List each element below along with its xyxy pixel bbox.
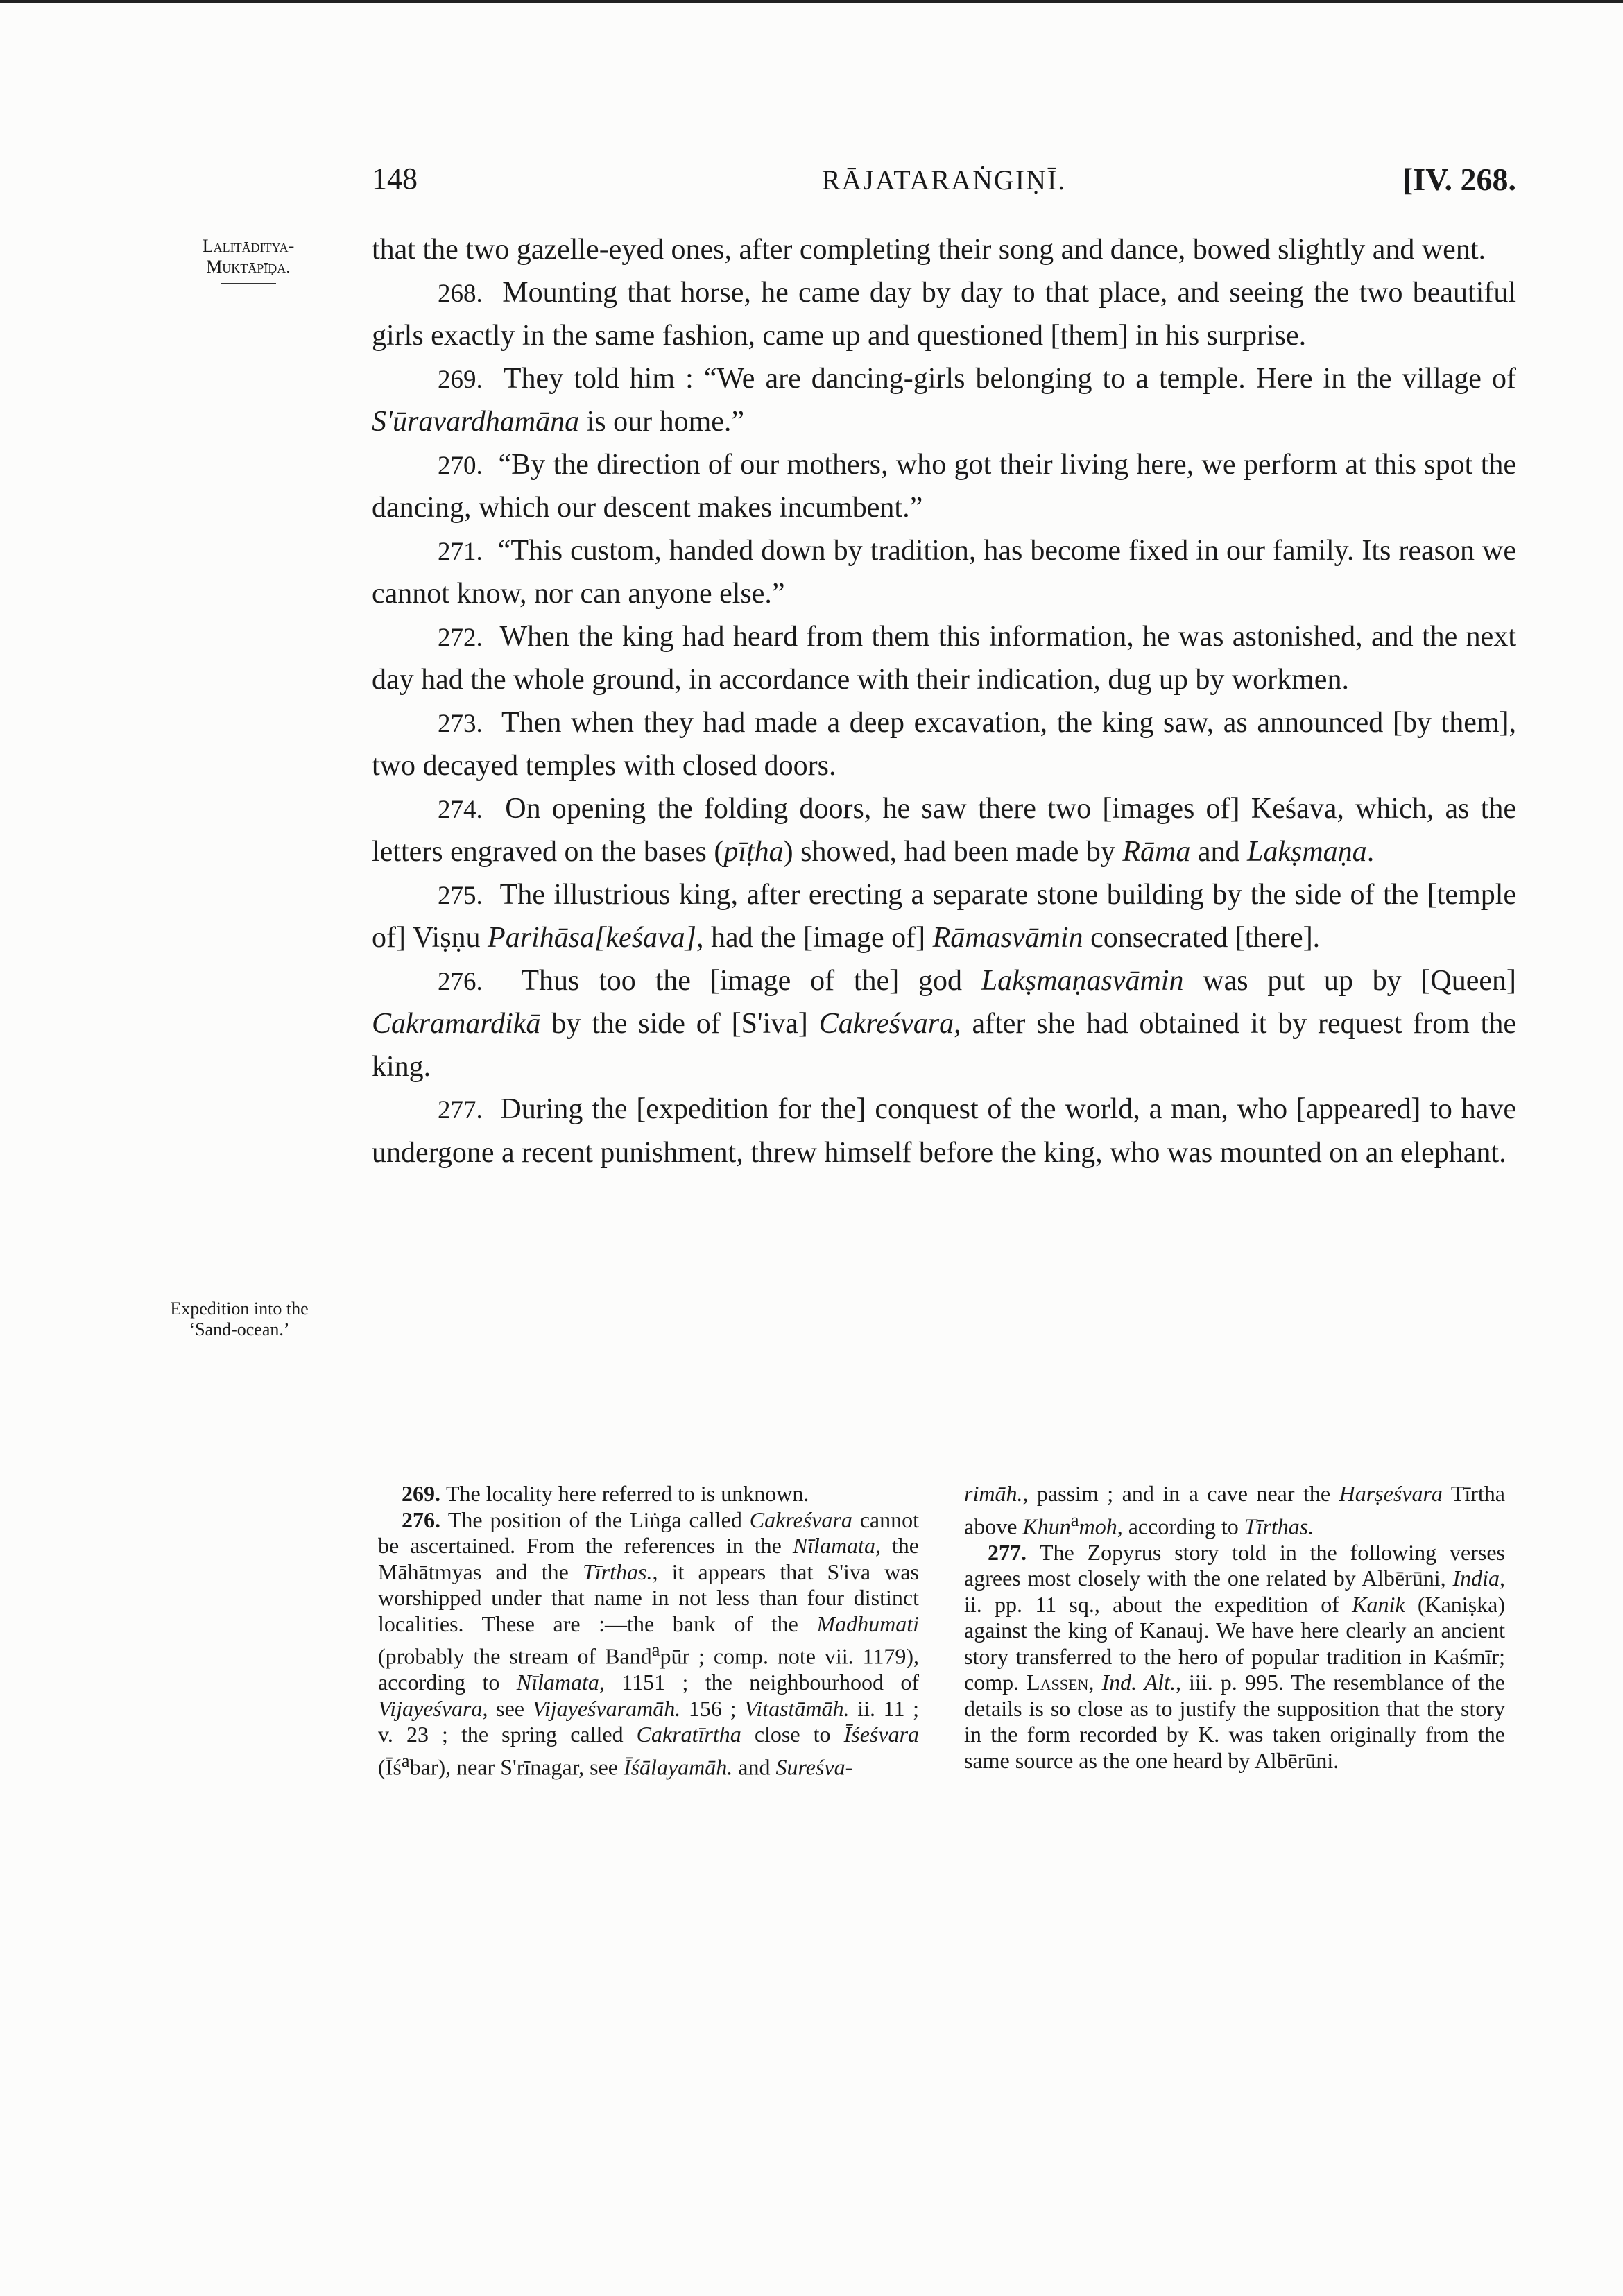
footnote-text: ii. 11 ; v. 23 ; the spring called bbox=[378, 1695, 920, 1747]
footnote-small-caps: Lassen bbox=[1027, 1670, 1089, 1695]
verse-text: During the [expedition for the] conquest of the world, a man, who [appeared] to have undergone a recent punishment, threw himself before the king, who was mounted on an elephant. bbox=[372, 1093, 1517, 1169]
footnote-italic: Kanik bbox=[1352, 1591, 1405, 1617]
footnote-italic: Cakreśvara bbox=[749, 1507, 852, 1532]
verse-text: , had the [image of] bbox=[696, 922, 933, 954]
margin-note-line: Muktāpīḍa. bbox=[206, 257, 291, 277]
footnote-text: , ii. pp. 11 sq., about the expedition of bbox=[964, 1566, 1505, 1617]
footnote-italic: Īśeśvara bbox=[843, 1722, 920, 1747]
footnote-superscript: a bbox=[401, 1749, 410, 1771]
verse-number: 275. bbox=[438, 881, 483, 910]
verse-274 bbox=[372, 788, 1516, 874]
verse-number: 271. bbox=[438, 537, 483, 566]
footnote-italic: moh bbox=[1079, 1514, 1117, 1539]
verse-text: They told him : “We are dancing-girls belonging to a temple. Here in the village of bbox=[503, 362, 1516, 395]
footnote-text: , iii. p. 995. The resemblance of the details is so close as to justify the supposition that the story in the form recorded by K. was taken originally from the same source as the one heard by Albērūni. bbox=[964, 1670, 1506, 1773]
verse-number: 277. bbox=[438, 1096, 483, 1124]
footnote-text: The locality here referred to is unknown. bbox=[446, 1481, 809, 1506]
verse-number: 273. bbox=[438, 709, 483, 738]
footnotes-right-column bbox=[964, 1481, 1505, 1774]
footnote-276-continued bbox=[964, 1481, 1505, 1540]
verse-text: On opening the folding doors, he saw there two [images of] Keśava, which, as the letters engraved on the bases ( bbox=[372, 792, 1517, 868]
footnote-text: The Zopyrus story told in the following verses agrees most closely with the one related by Albērūni, bbox=[964, 1539, 1506, 1591]
verse-italic: pīṭha bbox=[723, 836, 784, 868]
section-reference: [IV. 268. bbox=[1402, 162, 1516, 197]
verse-italic: Parihāsa[keśava] bbox=[488, 922, 697, 954]
footnote-text: 1151 ; the neighbourhood of bbox=[604, 1670, 919, 1695]
running-title: RĀJATARAṄGIṆĪ. bbox=[821, 164, 1067, 196]
verse-text: is our home.” bbox=[579, 406, 745, 438]
footnote-italic: India bbox=[1452, 1566, 1500, 1591]
footnote-text: 156 ; bbox=[680, 1695, 745, 1721]
verse-text: consecrated [there]. bbox=[1083, 922, 1321, 954]
verse-number: 274. bbox=[438, 795, 483, 824]
verse-text: Mounting that horse, he came day by day to that place, and seeing the two beautiful girls exactly in the same fashion, came up and questioned [them] in his surprise. bbox=[372, 276, 1517, 352]
footnote-text: cannot be ascertained. From the references in the bbox=[378, 1507, 920, 1558]
verse-number: 276. bbox=[438, 967, 483, 996]
footnote-italic: Khun bbox=[1022, 1514, 1071, 1539]
verse-italic: Lakṣmaṇasvāmin bbox=[981, 964, 1184, 997]
footnote-text: , according to bbox=[1117, 1514, 1244, 1539]
footnote-276 bbox=[378, 1507, 919, 1781]
verse-text: and bbox=[1190, 836, 1247, 868]
margin-note-rule bbox=[221, 283, 276, 284]
footnote-italic: Vijayeśvara bbox=[378, 1695, 483, 1721]
verse-text: , after she had obtained it by request from the king. bbox=[372, 1008, 1516, 1083]
footnote-text: pūr ; comp. note vii. 1179), according to bbox=[378, 1643, 920, 1695]
verse-276 bbox=[372, 960, 1516, 1089]
margin-note-line: Expedition into the bbox=[170, 1299, 309, 1319]
footnote-italic: Vijayeśvaramāh. bbox=[532, 1695, 681, 1721]
footnote-text: (Kaniṣka) against the king of Kanauj. We have here clearly an ancient story transferred to the hero of popular tradition in Kaśmīr; comp. bbox=[964, 1591, 1506, 1695]
footnote-number: 269. bbox=[402, 1481, 440, 1506]
continuation-paragraph: that the two gazelle-eyed ones, after completing their song and dance, bowed slightly and went. bbox=[372, 234, 1486, 266]
notes-divider bbox=[372, 1446, 1516, 1456]
verse-number: 268. bbox=[438, 279, 483, 308]
footnote-277 bbox=[964, 1540, 1505, 1774]
footnote-text: bar), near S'rīnagar, see bbox=[409, 1754, 624, 1780]
footnote-superscript: a bbox=[1070, 1509, 1079, 1530]
footnote-italic: Madhumati bbox=[816, 1611, 919, 1636]
verse-text: When the king had heard from them this information, he was astonished, and the next day had the whole ground, in accordance with their indication, dug up by workmen. bbox=[372, 620, 1516, 696]
footnote-text: , passim ; and in a cave near the bbox=[1022, 1481, 1339, 1506]
verse-271 bbox=[372, 530, 1516, 616]
verse-italic: Lakṣmaṇa bbox=[1247, 836, 1367, 868]
margin-note-line: Lalitāditya- bbox=[202, 236, 295, 256]
top-edge-rule bbox=[0, 0, 1623, 3]
footnote-text: , bbox=[1088, 1670, 1102, 1695]
footnote-text: , it appears that S'iva was worshipped under that name in not less than four distinct localities. These are :—the bank of the bbox=[378, 1559, 920, 1636]
footnote-italic: Īśālayamāh. bbox=[623, 1754, 733, 1780]
footnote-italic: rimāh. bbox=[964, 1481, 1023, 1506]
verse-italic: S'ūravardhamāna bbox=[372, 406, 580, 438]
margin-note-line: ‘Sand-ocean.’ bbox=[189, 1319, 290, 1339]
verse-277 bbox=[372, 1088, 1516, 1174]
verse-text: “This custom, handed down by tradition, has become fixed in our family. Its reason we cannot know, nor can anyone else.” bbox=[372, 534, 1516, 610]
verse-italic: Rāmasvāmin bbox=[932, 922, 1083, 954]
verse-text: by the side of [S'iva] bbox=[540, 1008, 819, 1040]
footnote-italic: Nīlamata bbox=[792, 1533, 875, 1558]
verse-text: was put up by [Queen] bbox=[1183, 964, 1516, 997]
footnote-number: 276. bbox=[402, 1507, 440, 1532]
verse-text: The illustrious king, after erecting a separate stone building by the side of the [temple of] Viṣṇu bbox=[372, 878, 1517, 954]
margin-note-expedition bbox=[132, 1299, 347, 1340]
footnote-italic: Vitastāmāh. bbox=[744, 1695, 850, 1721]
footnote-italic: Sureśva- bbox=[775, 1754, 853, 1780]
footnote-text: , see bbox=[482, 1695, 533, 1721]
verse-italic: Cakramardikā bbox=[372, 1008, 541, 1040]
verse-268 bbox=[372, 272, 1516, 358]
footnote-italic: Nīlamata, bbox=[516, 1670, 605, 1695]
footnote-superscript: a bbox=[651, 1639, 660, 1660]
footnote-italic: Ind. Alt. bbox=[1101, 1670, 1176, 1695]
verse-text: “By the direction of our mothers, who got their living here, we perform at this spot the dancing, which our descent makes incumbent.” bbox=[372, 448, 1517, 524]
verse-text: Thus too the [image of the] god bbox=[521, 964, 981, 997]
footnote-text: , the Māhātmyas and the bbox=[378, 1533, 920, 1584]
footnote-italic: Harṣeśvara bbox=[1339, 1481, 1443, 1506]
verse-269 bbox=[372, 358, 1516, 444]
footnote-number: 277. bbox=[988, 1539, 1027, 1565]
footnote-italic: Tīrthas. bbox=[1244, 1514, 1314, 1539]
footnotes-left-column bbox=[378, 1481, 919, 1781]
page-header bbox=[372, 161, 1516, 209]
verse-italic: Cakreśvara bbox=[818, 1008, 954, 1040]
page-number: 148 bbox=[372, 162, 418, 196]
footnote-text: The position of the Liṅga called bbox=[447, 1507, 750, 1532]
verse-273 bbox=[372, 702, 1516, 788]
verse-272 bbox=[372, 616, 1516, 702]
verse-270 bbox=[372, 444, 1516, 530]
margin-note-reign bbox=[165, 236, 332, 284]
verse-275 bbox=[372, 874, 1516, 960]
footnote-text: (probably the stream of Band bbox=[378, 1643, 652, 1669]
footnote-italic: Tīrthas. bbox=[582, 1559, 653, 1584]
footnote-text: Tīrtha above bbox=[964, 1481, 1506, 1539]
footnote-italic: Cakratīrtha bbox=[636, 1722, 741, 1747]
main-text bbox=[372, 229, 1516, 1174]
footnote-text: close to bbox=[741, 1722, 844, 1747]
verse-text: Then when they had made a deep excavation, the king saw, as announced [by them], two decayed temples with closed doors. bbox=[372, 706, 1517, 782]
footnote-269 bbox=[378, 1481, 919, 1507]
footnote-text: and bbox=[732, 1754, 776, 1780]
verse-text: . bbox=[1366, 836, 1375, 868]
verse-number: 269. bbox=[438, 365, 483, 394]
verse-italic: Rāma bbox=[1122, 836, 1191, 868]
verse-number: 272. bbox=[438, 623, 483, 652]
verse-number: 270. bbox=[438, 451, 483, 480]
footnote-text: (Īś bbox=[378, 1754, 402, 1780]
verse-text: ) showed, had been made by bbox=[783, 836, 1123, 868]
